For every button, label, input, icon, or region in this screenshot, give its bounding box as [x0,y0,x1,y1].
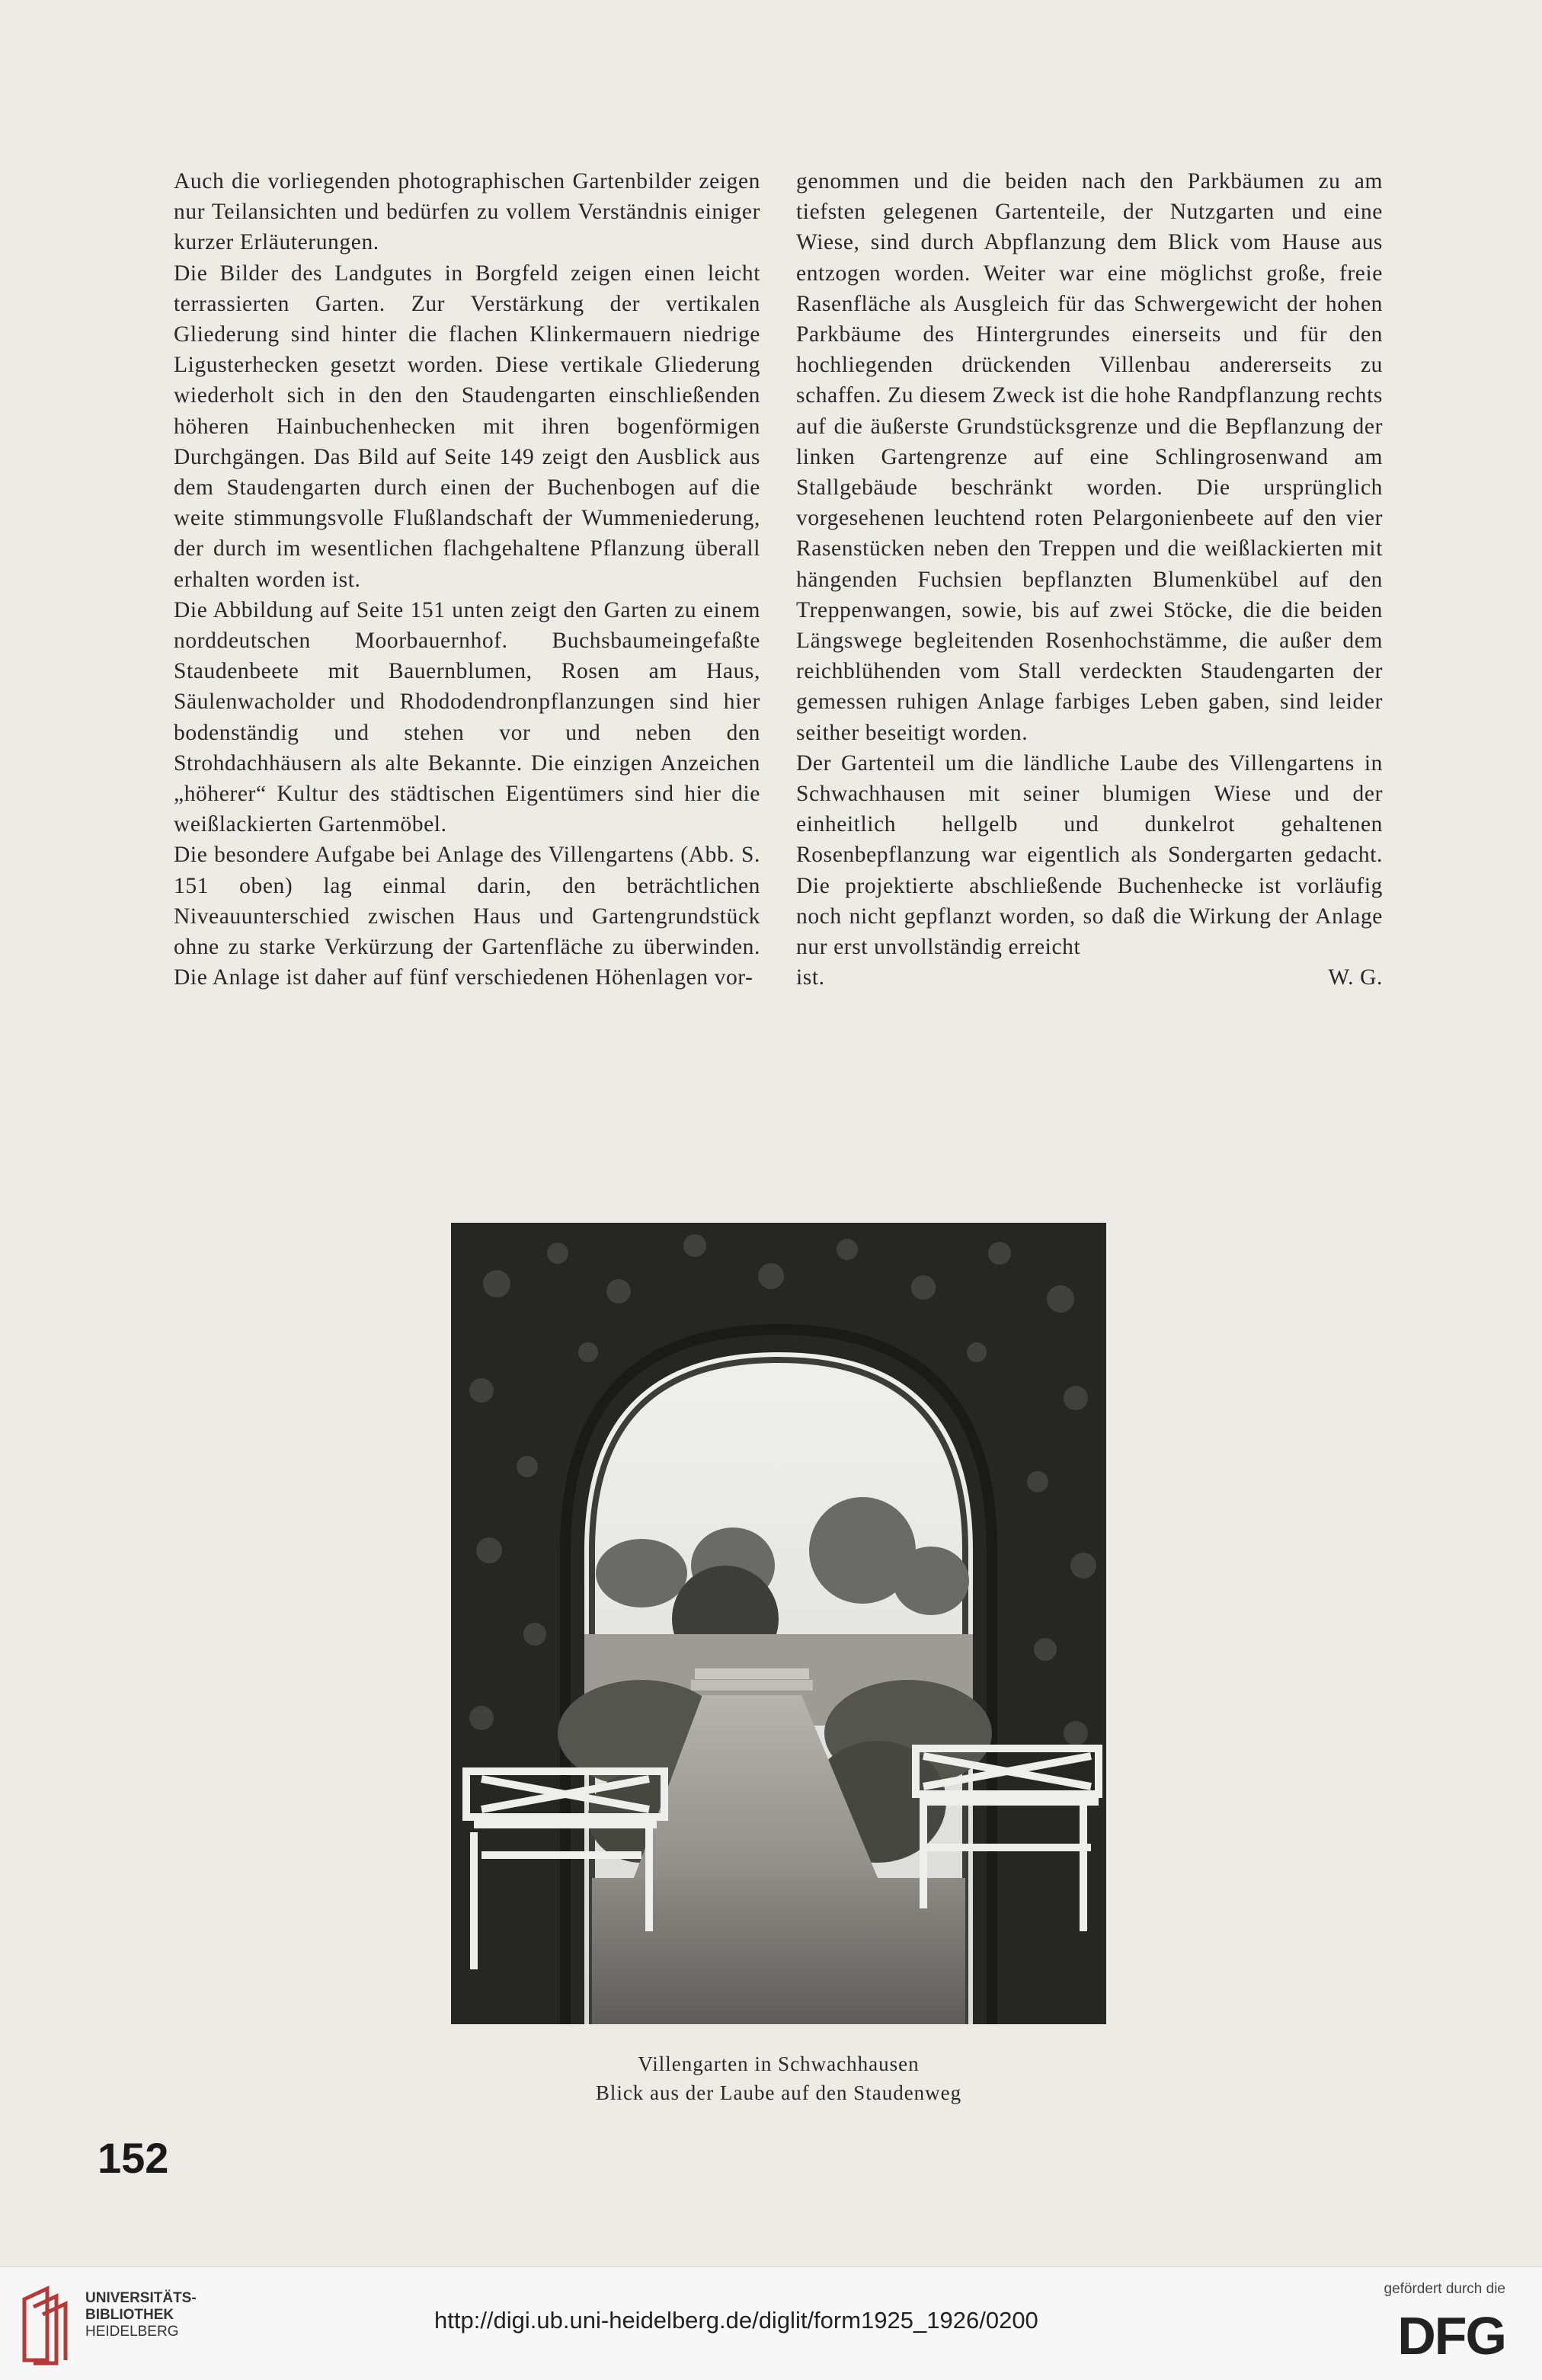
paragraph: Die besondere Aufgabe bei Anlage des Villengartens (Abb. S. 151 oben) lag einmal darin, den beträchtlichen Niveauunterschied zwischen Haus und Gartengrundstück ohne zu starke Verkürzung der Gartenfläche zu überwinden. Die Anlage ist daher auf fünf verschiedenen Höhenlagen vor- [174,843,760,990]
paragraph: Die Bilder des Landgutes in Borgfeld zeigen einen leicht terrassierten Garten. Zur Verstärkung der vertikalen Gliederung sind hinter die flachen Klinkermauern niedrige Ligusterhecken gesetzt worden. Diese vertikale Gliederung wiederholt sich in den den Staudengarten einschließenden höheren Hainbuchenhecken mit ihren bogenförmigen Durchgängen. Das Bild auf Seite 149 zeigt den Ausblick aus dem Staudengarten durch einen der Buchenbogen auf die weite stimmungsvolle Flußlandschaft der Wummeniederung, der durch im wesentlichen flachgehaltene Pflanzung überall erhalten worden ist. [174,261,760,592]
source-url-link[interactable]: http://digi.ub.uni-heidelberg.de/diglit/form1925_1926/0200 [434,2307,1038,2334]
paragraph: Die Abbildung auf Seite 151 unten zeigt den Garten zu einem norddeutschen Moorbauernhof. Buchsbaumeingefaßte Staudenbeete mit Bauernblumen, Rosen am Haus, Säulenwacholder und Rhododendronpflanzungen sind hier bodenständig und stehen vor und neben den Strohdachhäusern als alte Bekannte. Die einzigen Anzeichen „höherer“ Kultur des städtischen Eigentümers sind hier die weißlackierten Gartenmöbel. [174,597,760,837]
library-name-line: BIBLIOTHEK [85,2307,174,2323]
funded-by-label: gefördert durch die [1384,2281,1505,2297]
text-column-right [796,166,1383,993]
paragraph: genommen und die beiden nach den Parkbäumen zu am tiefsten gelegenen Gartenteile, der Nutzgarten und eine Wiese, sind durch Abpflanzung dem Blick vom Hause aus entzogen worden. Weiter war eine möglichst große, freie Rasenfläche als Ausgleich für das Schwergewicht der hohen Parkbäume des Hintergrundes einerseits und für den hochliegenden drückenden Villenbau andererseits zu schaffen. Zu diesem Zweck ist die hohe Randpflanzung rechts auf die äußerste Grundstücksgrenze und die Bepflanzung der linken Gartengrenze auf eine Schlingrosenwand am Stallgebäude beschränkt worden. Die ursprünglich vorgesehenen leuchtend roten Pelargonienbeete auf den vier Rasenstücken neben den Treppen und die weißlackierten mit hängenden Fuchsien bepflanzten Blumenkübel auf den Treppenwangen, sowie, bis auf zwei Stöcke, die die beiden Längswege begleitenden Rosenhochstämme, die außer dem reichblühenden vom Stall verdeckten Staudengarten der gemessen ruhigen Anlage farbiges Leben gaben, sind leider seither beseitigt worden. [796,169,1383,745]
dfg-logo: DFG [1397,2306,1505,2366]
author-initials: W. G. [1328,965,1383,990]
library-logo-icon [17,2284,79,2366]
figure-caption [451,2049,1106,2107]
page-number: 152 [98,2134,169,2182]
paragraph: Auch die vorliegenden photographischen Gartenbilder zeigen nur Teilansichten und bedürfen zu vollem Verständnis einiger kurzer Erläuterungen. [174,169,760,255]
digitization-footer [0,2266,1542,2380]
library-name-line: UNIVERSITÄTS- [85,2290,197,2306]
caption-title: Villengarten in Schwachhausen [638,2052,920,2075]
signature-line [796,962,1383,993]
library-name-line: HEIDELBERG [85,2324,179,2340]
library-name [85,2290,197,2340]
paragraph: Der Gartenteil um die ländliche Laube des Villengartens in Schwachhausen mit seiner blumigen Wiese und der einheitlich hellgelb und dunkelrot gehaltenen Rosenbepflanzung war eigentlich als Sondergarten gedacht. Die projektierte abschließende Buchenhecke ist vorläufig noch nicht gepflanzt worden, so daß die Wirkung der Anlage nur erst unvollständig erreicht [796,750,1383,960]
paragraph-end: ist. [796,965,825,990]
caption-subtitle: Blick aus der Laube auf den Staudenweg [595,2081,962,2104]
text-column-left [174,166,760,993]
garden-photograph [451,1223,1106,2024]
